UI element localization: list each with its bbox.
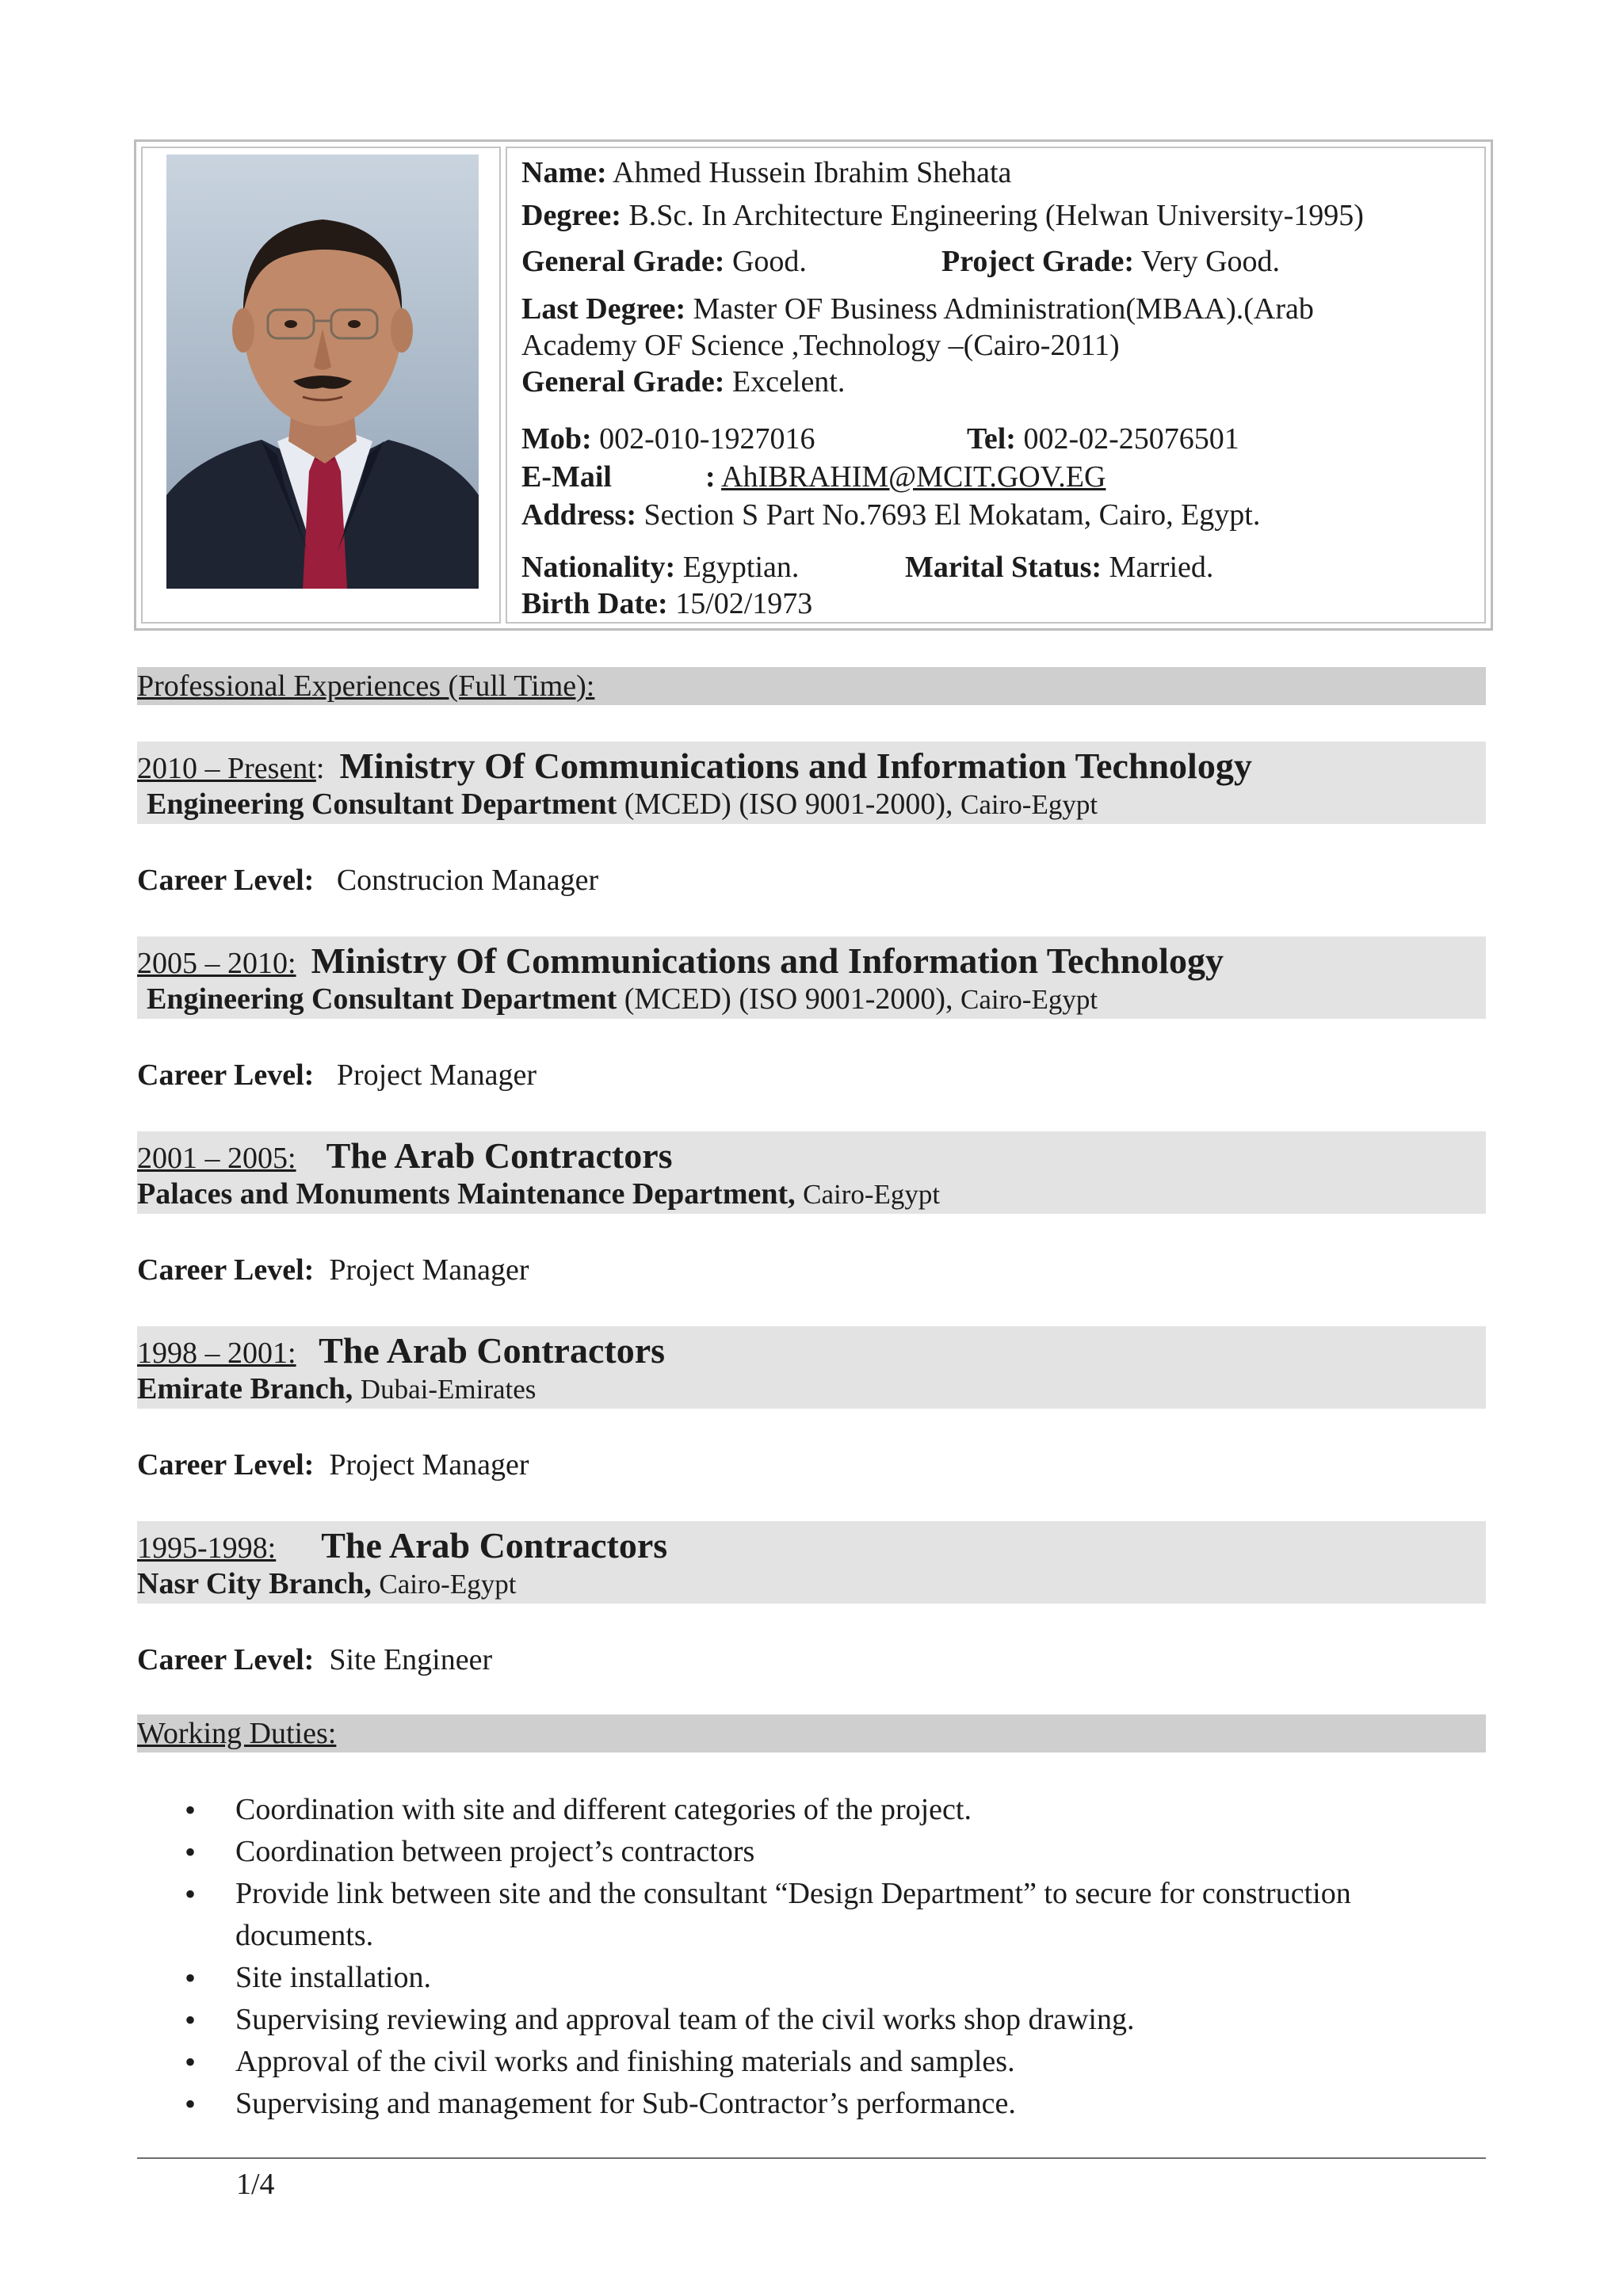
general-grade2-line	[521, 364, 845, 400]
career-label: Career Level:	[137, 1253, 315, 1287]
last-degree-label: Last Degree:	[521, 292, 686, 326]
mobile-line	[521, 421, 815, 457]
experience-heading-text: Professional Experiences (Full Time):	[137, 669, 595, 703]
degree-label: Degree:	[521, 199, 621, 232]
email-label: E-Mail	[521, 460, 612, 494]
marital-label: Marital Status:	[905, 551, 1102, 584]
job-city: Cairo-Egypt	[803, 1179, 941, 1210]
career-value: Project Manager	[329, 1448, 529, 1482]
mobile-label: Mob:	[521, 422, 592, 456]
general-grade2-value: Excelent.	[731, 365, 846, 399]
page-number: 1/4	[236, 2168, 275, 2201]
general-grade-label: General Grade:	[521, 245, 725, 278]
duties-heading-text: Working Duties:	[137, 1717, 337, 1750]
job-department-extra: (MCED) (ISO 9001-2000),	[624, 982, 953, 1016]
info-cell	[506, 147, 1486, 624]
birth-line	[521, 585, 812, 622]
career-value: Project Manager	[329, 1253, 529, 1287]
name-value: Ahmed Hussein Ibrahim Shehata	[613, 156, 1012, 189]
job-organization: Ministry Of Communications and Information Technology	[339, 746, 1252, 786]
job-years: 2001 – 2005:	[137, 1142, 296, 1175]
career-label: Career Level:	[137, 1058, 315, 1092]
job-department: Palaces and Monuments Maintenance Department,	[137, 1177, 796, 1211]
job-entry	[137, 742, 1486, 824]
job-department-row	[137, 1176, 940, 1213]
job-organization: The Arab Contractors	[326, 1135, 673, 1176]
general-grade-value: Good.	[731, 245, 807, 278]
job-organization: The Arab Contractors	[321, 1525, 668, 1566]
email-colon: :	[705, 460, 716, 494]
general-grade2-label: General Grade:	[521, 365, 725, 399]
job-title-row	[137, 1326, 665, 1372]
address-label: Address:	[521, 498, 636, 532]
project-grade-value: Very Good.	[1140, 245, 1281, 278]
duty-item: • Supervising and management for Sub-Contractor’s performance.	[137, 2083, 1486, 2125]
duty-item: • Provide link between site and the consultant “Design Department” to secure for construction documents.	[137, 1873, 1486, 1957]
job-years: 1995-1998:	[137, 1531, 277, 1565]
marital-value: Married.	[1109, 551, 1214, 584]
degree-line	[521, 197, 1364, 234]
career-label: Career Level:	[137, 1643, 315, 1676]
job-entry	[137, 936, 1486, 1019]
duties-heading	[137, 1714, 1486, 1753]
job-title-row	[137, 1131, 673, 1177]
tel-label: Tel:	[967, 422, 1016, 456]
job-department-row	[147, 786, 1098, 823]
career-level	[137, 1252, 529, 1288]
job-department: Engineering Consultant Department	[147, 982, 617, 1016]
job-years: 2005 – 2010:	[137, 947, 296, 980]
experience-heading	[137, 667, 1486, 705]
job-entry	[137, 1521, 1486, 1604]
job-years: 2010 – Present	[137, 752, 316, 785]
career-value: Site Engineer	[329, 1643, 493, 1676]
job-department-extra: (MCED) (ISO 9001-2000),	[624, 788, 953, 821]
job-title-row	[137, 1521, 667, 1567]
tel-line	[967, 421, 1239, 457]
job-department: Engineering Consultant Department	[147, 788, 617, 821]
career-label: Career Level:	[137, 864, 315, 897]
job-city: Cairo-Egypt	[960, 789, 1098, 820]
duty-item: • Approval of the civil works and finishing materials and samples.	[137, 2041, 1486, 2083]
career-value: Project Manager	[336, 1058, 537, 1092]
job-department-row	[147, 981, 1098, 1018]
portrait-illustration	[166, 154, 479, 589]
name-line	[521, 154, 1011, 191]
job-organization: Ministry Of Communications and Information Technology	[311, 940, 1224, 981]
mobile-value: 002-010-1927016	[599, 422, 815, 456]
job-department-row	[137, 1566, 516, 1603]
project-grade-label: Project Grade:	[941, 245, 1135, 278]
email-value-line	[705, 459, 1106, 495]
footer-rule	[137, 2157, 1486, 2159]
job-title-row	[137, 936, 1224, 982]
nationality-value: Egyptian.	[682, 551, 800, 584]
job-department-row	[137, 1371, 536, 1408]
personal-info-table	[134, 139, 1493, 631]
last-degree-value: Master OF Business Administration(MBAA).(Arab	[693, 292, 1314, 326]
career-label: Career Level:	[137, 1448, 315, 1482]
tel-value: 002-02-25076501	[1023, 422, 1239, 456]
project-grade-line	[941, 243, 1280, 280]
career-level	[137, 862, 598, 898]
duty-item: • Coordination between project’s contractors	[137, 1831, 1486, 1873]
job-department: Nasr City Branch,	[137, 1567, 372, 1600]
job-city: Cairo-Egypt	[379, 1569, 517, 1600]
marital-line	[905, 549, 1213, 585]
profile-photo	[166, 154, 479, 589]
birth-label: Birth Date:	[521, 587, 668, 620]
duty-item: • Supervising reviewing and approval team of the civil works shop drawing.	[137, 1999, 1486, 2041]
job-years: 1998 – 2001:	[137, 1337, 296, 1370]
career-level	[137, 1057, 537, 1093]
duty-item: • Site installation.	[137, 1957, 1486, 1999]
career-level	[137, 1447, 529, 1483]
grade-line	[521, 243, 807, 280]
job-department: Emirate Branch,	[137, 1372, 353, 1405]
name-label: Name:	[521, 156, 607, 189]
job-entry	[137, 1326, 1486, 1409]
address-value: Section S Part No.7693 El Mokatam, Cairo, Egypt.	[643, 498, 1261, 532]
last-degree-line	[521, 291, 1314, 327]
address-line	[521, 497, 1260, 533]
photo-cell	[141, 147, 501, 624]
duty-item: • Coordination with site and different categories of the project.	[137, 1789, 1486, 1831]
job-city: Cairo-Egypt	[960, 984, 1098, 1015]
birth-value: 15/02/1973	[675, 587, 813, 620]
job-organization: The Arab Contractors	[319, 1330, 666, 1371]
career-level	[137, 1642, 492, 1678]
degree-value: B.Sc. In Architecture Engineering (Helwan University-1995)	[628, 199, 1364, 232]
duties-list	[137, 1789, 1486, 2125]
job-entry	[137, 1131, 1486, 1214]
email-line	[521, 459, 612, 495]
nationality-label: Nationality:	[521, 551, 676, 584]
last-degree-line2	[521, 327, 1120, 364]
job-city: Dubai-Emirates	[360, 1374, 537, 1405]
job-title-row	[137, 742, 1252, 788]
nationality-line	[521, 549, 799, 585]
email-link[interactable]: AhIBRAHIM@MCIT.GOV.EG	[721, 460, 1106, 494]
last-degree-value-cont: Academy OF Science ,Technology –(Cairo-2011)	[521, 329, 1120, 362]
job-colon: :	[315, 752, 325, 785]
career-value: Construcion Manager	[336, 864, 599, 897]
